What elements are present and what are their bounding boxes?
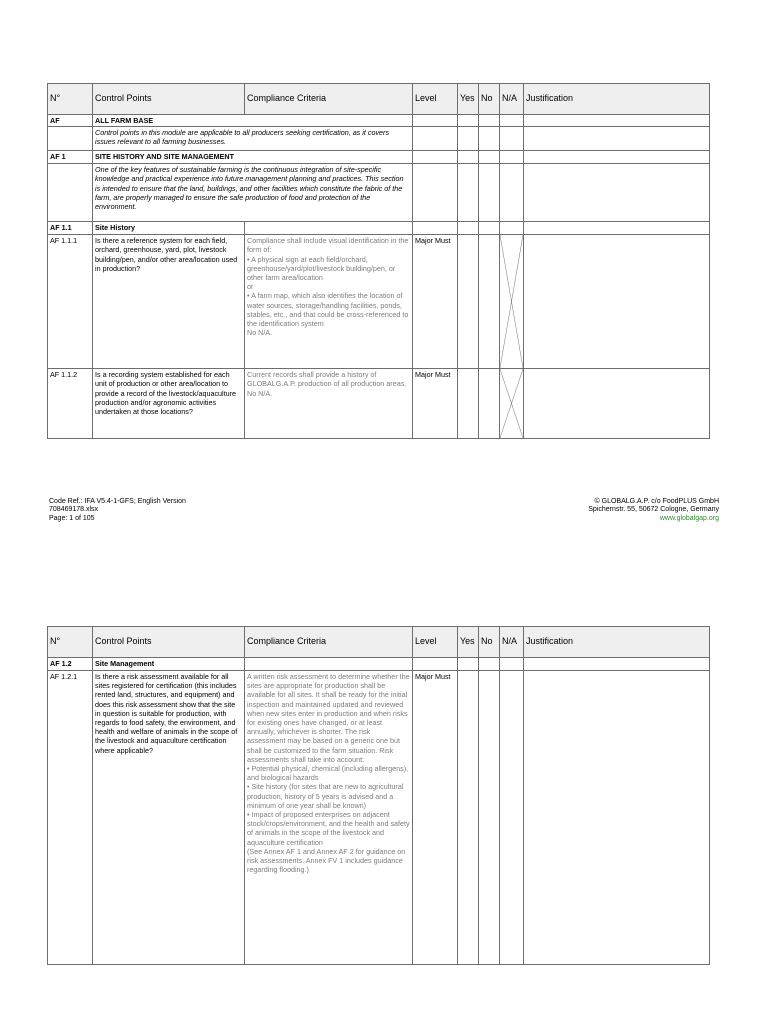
footer-file-name: 708469178.xlsx xyxy=(49,506,99,514)
control-point-question: Is a recording system established for each unit of production or other area/location to provide a record of the livestock/aquaculture production and/or agronomic activities undertaken at those locations? xyxy=(93,369,245,439)
footer-copyright: © GLOBALG.A.P. c/o FoodPLUS GmbH xyxy=(594,498,719,505)
header-yes: Yes xyxy=(458,627,479,658)
subsection-title: Site History xyxy=(93,222,245,235)
control-point-code: AF 1.1.2 xyxy=(48,369,93,439)
cross-out-icon xyxy=(500,235,523,368)
header-level: Level xyxy=(413,627,458,658)
checklist-table-page-1 xyxy=(47,83,710,439)
section-intro: One of the key features of sustainable farming is the continuous integration of site-specific knowledge and practical experience into future management planning and practices. This section is intended to ensure that the land, buildings, and other facilities which constitute the fabric of the farm, are properly managed to ensure the safe production of food and protection of the environment. xyxy=(93,164,413,222)
header-row xyxy=(48,84,710,115)
section-row-af1 xyxy=(48,151,710,164)
na-cell-crossed xyxy=(500,369,524,439)
header-level: Level xyxy=(413,84,458,115)
justification-cell[interactable] xyxy=(524,369,710,439)
header-row xyxy=(48,627,710,658)
section-code: AF xyxy=(48,115,93,127)
footer-right xyxy=(588,498,719,523)
section-title: SITE HISTORY AND SITE MANAGEMENT xyxy=(93,151,413,164)
control-point-row xyxy=(48,235,710,369)
compliance-criteria-text: Current records shall provide a history of GLOBALG.A.P. production of all production areas. No N/A. xyxy=(245,369,413,439)
subsection-row-af11 xyxy=(48,222,710,235)
footer-code-ref: Code Ref.: IFA V5.4-1-GFS; English Version xyxy=(49,498,186,505)
footer-url-link[interactable]: www.globalgap.org xyxy=(659,514,719,522)
control-point-code: AF 1.1.1 xyxy=(48,235,93,369)
header-no: N° xyxy=(48,627,93,658)
level-text: Major Must xyxy=(413,671,458,965)
na-cell[interactable] xyxy=(500,671,524,965)
level-text: Major Must xyxy=(413,235,458,369)
footer-left xyxy=(49,498,186,523)
justification-cell[interactable] xyxy=(524,671,710,965)
header-na: N/A xyxy=(500,84,524,115)
header-justification: Justification xyxy=(524,627,710,658)
cross-out-icon xyxy=(500,369,523,438)
control-point-row xyxy=(48,369,710,439)
yes-cell[interactable] xyxy=(458,369,479,439)
no-cell[interactable] xyxy=(479,235,500,369)
control-point-row xyxy=(48,671,710,965)
control-point-question: Is there a risk assessment available for all sites registered for certification (this includes rented land, structures, and equipment) and does this risk assessment show that the site in question is suitable for production, with regards to food safety, the environment, and health and welfare of animals in the scope of the livestock and aquaculture certification where applicable? xyxy=(93,671,245,965)
section-title: ALL FARM BASE xyxy=(93,115,413,127)
header-yes: Yes xyxy=(458,84,479,115)
subsection-title: Site Management xyxy=(93,658,245,671)
compliance-criteria-text: A written risk assessment to determine whether the sites are appropriate for production shall be available for all sites. It shall be ready for the initial inspection and maintained updated and reviewed when new sites enter in production and when risks for existing ones have changed, or at least annually, whichever is shorter. The risk assessment may be based on a generic one but shall be customized to the farm situation. Risk assessments shall take into account: • Potential physical, chemical (including allergens), and biological hazards • Site history (for sites that are new to agricultural production, history of 5 years is advised and a minimum of one year shall be known) • Impact of proposed enterprises on adjacent stock/crops/environment, and the health and safety of animals in the scope of the livestock and aquaculture certification (See Annex AF 1 and Annex AF 2 for guidance on risk assessments. Annex FV 1 includes guidance regarding flooding.) xyxy=(245,671,413,965)
header-justification: Justification xyxy=(524,84,710,115)
level-text: Major Must xyxy=(413,369,458,439)
header-control-points: Control Points xyxy=(93,84,245,115)
header-control-points: Control Points xyxy=(93,627,245,658)
section-row-af xyxy=(48,115,710,127)
no-cell[interactable] xyxy=(479,369,500,439)
header-compliance-criteria: Compliance Criteria xyxy=(245,627,413,658)
justification-cell[interactable] xyxy=(524,235,710,369)
yes-cell[interactable] xyxy=(458,671,479,965)
header-compliance-criteria: Compliance Criteria xyxy=(245,84,413,115)
subsection-code: AF 1.1 xyxy=(48,222,93,235)
footer-address: Spichernstr. 55, 50672 Cologne, Germany xyxy=(588,506,719,514)
header-no-col: No xyxy=(479,84,500,115)
section-intro-row xyxy=(48,164,710,222)
header-na: N/A xyxy=(500,627,524,658)
header-no: N° xyxy=(48,84,93,115)
control-point-question: Is there a reference system for each field, orchard, greenhouse, yard, plot, livestock building/pen, and/or other area/location used in production? xyxy=(93,235,245,369)
section-code: AF 1 xyxy=(48,151,93,164)
compliance-criteria-text: Compliance shall include visual identification in the form of: • A physical sign at each field/orchard, greenhouse/yard/plot/livestock building/pen, or other farm area/location or • A farm map, which also identifies the location of water sources, storage/handling facilities, ponds, stables, etc., and that could be cross-referenced to the identification system No N/A. xyxy=(245,235,413,369)
section-intro: Control points in this module are applicable to all producers seeking certification, as it covers issues relevant to all farming businesses. xyxy=(93,127,413,151)
na-cell-crossed xyxy=(500,235,524,369)
yes-cell[interactable] xyxy=(458,235,479,369)
header-no-col: No xyxy=(479,627,500,658)
section-intro-row xyxy=(48,127,710,151)
control-point-code: AF 1.2.1 xyxy=(48,671,93,965)
subsection-code: AF 1.2 xyxy=(48,658,93,671)
subsection-row-af12 xyxy=(48,658,710,671)
checklist-table-page-2 xyxy=(47,626,710,965)
no-cell[interactable] xyxy=(479,671,500,965)
footer-page-number: Page: 1 of 105 xyxy=(49,514,95,522)
